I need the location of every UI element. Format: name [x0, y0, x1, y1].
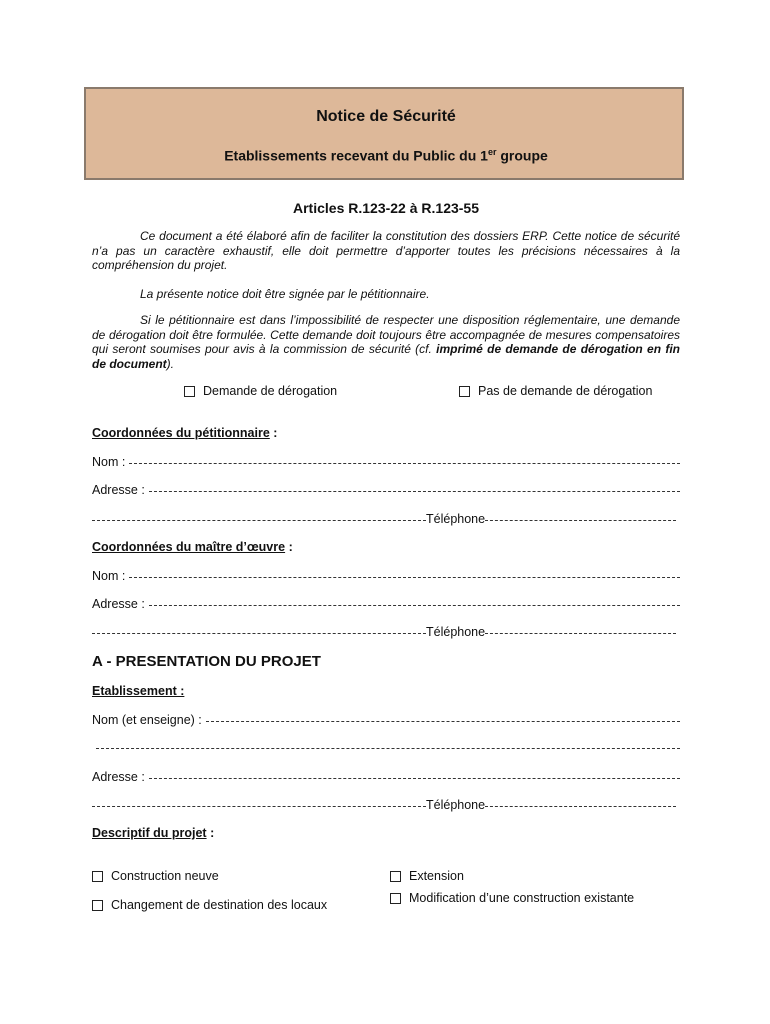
maitre-oeuvre-telephone-label: Téléphone — [426, 625, 486, 639]
maitre-oeuvre-adresse-label: Adresse : — [92, 597, 145, 611]
modification-checkbox[interactable] — [390, 893, 401, 904]
intro-paragraph-1: Ce document a été élaboré afin de faciliter la constitution des dossiers ERP. Cette notice de sécurité n’a pas un caractère exhaustif, elle doit permettre d’apporter toutes les précisions nécessaires à la compréhension du projet. — [92, 229, 680, 272]
header-box — [84, 87, 684, 180]
etablissement-nom-label: Nom (et enseigne) : — [92, 713, 202, 727]
construction-neuve-checkbox[interactable] — [92, 871, 103, 882]
petitionnaire-telephone-label: Téléphone — [426, 512, 486, 526]
extension-checkbox[interactable] — [390, 871, 401, 882]
derogation-yes-checkbox[interactable] — [184, 386, 195, 397]
intro-paragraph-3: Si le pétitionnaire est dans l’impossibilité de respecter une disposition réglementaire, une demande de dérogation doit être formulée. Cette demande doit toujours être accompagnée de mesures compensatoires qui seront soumises pour avis à la commission de sécurité (cf. imprimé de demande de dérogation en fin de document). — [92, 313, 680, 371]
etablissement-telephone-label: Téléphone — [426, 798, 486, 812]
document-subtitle: Etablissements recevant du Public du 1er groupe — [224, 147, 548, 164]
etablissement-telephone-field[interactable] — [92, 798, 676, 812]
descriptif-heading: Descriptif du projet : — [92, 826, 215, 840]
extension-option[interactable] — [390, 869, 464, 883]
articles-heading: Articles R.123-22 à R.123-55 — [293, 200, 479, 216]
construction-neuve-label: Construction neuve — [111, 869, 219, 883]
etablissement-adresse-field[interactable] — [92, 770, 680, 784]
petitionnaire-nom-field[interactable] — [92, 455, 680, 469]
derogation-no-option[interactable] — [459, 384, 652, 398]
changement-destination-checkbox[interactable] — [92, 900, 103, 911]
changement-destination-label: Changement de destination des locaux — [111, 898, 328, 912]
section-a-heading: A - PRESENTATION DU PROJET — [92, 653, 321, 670]
petitionnaire-telephone-field[interactable] — [92, 512, 676, 526]
changement-destination-option[interactable] — [92, 898, 327, 912]
maitre-oeuvre-nom-field[interactable] — [92, 569, 680, 583]
petitionnaire-adresse-label: Adresse : — [92, 483, 145, 497]
modification-label: Modification d’une construction existante — [409, 891, 635, 905]
derogation-no-label: Pas de demande de dérogation — [478, 384, 653, 398]
etablissement-nom-field[interactable] — [92, 713, 680, 727]
maitre-oeuvre-telephone-field[interactable] — [92, 625, 676, 639]
derogation-no-checkbox[interactable] — [459, 386, 470, 397]
etablissement-heading: Etablissement : — [92, 684, 185, 698]
modification-option[interactable] — [390, 891, 634, 905]
maitre-oeuvre-nom-label: Nom : — [92, 569, 126, 583]
derogation-yes-label: Demande de dérogation — [203, 384, 338, 398]
maitre-oeuvre-heading: Coordonnées du maître d’œuvre : — [92, 540, 293, 554]
maitre-oeuvre-adresse-field[interactable] — [92, 597, 680, 611]
etablissement-adresse-label: Adresse : — [92, 770, 145, 784]
petitionnaire-adresse-field[interactable] — [92, 483, 680, 497]
extension-label: Extension — [409, 869, 464, 883]
etablissement-nom-continuation-line[interactable] — [96, 747, 680, 749]
derogation-yes-option[interactable] — [184, 384, 337, 398]
document-title: Notice de Sécurité — [316, 108, 456, 125]
petitionnaire-heading: Coordonnées du pétitionnaire : — [92, 426, 278, 440]
petitionnaire-nom-label: Nom : — [92, 455, 126, 469]
construction-neuve-option[interactable] — [92, 869, 219, 883]
intro-paragraph-2: La présente notice doit être signée par le pétitionnaire. — [140, 287, 430, 301]
